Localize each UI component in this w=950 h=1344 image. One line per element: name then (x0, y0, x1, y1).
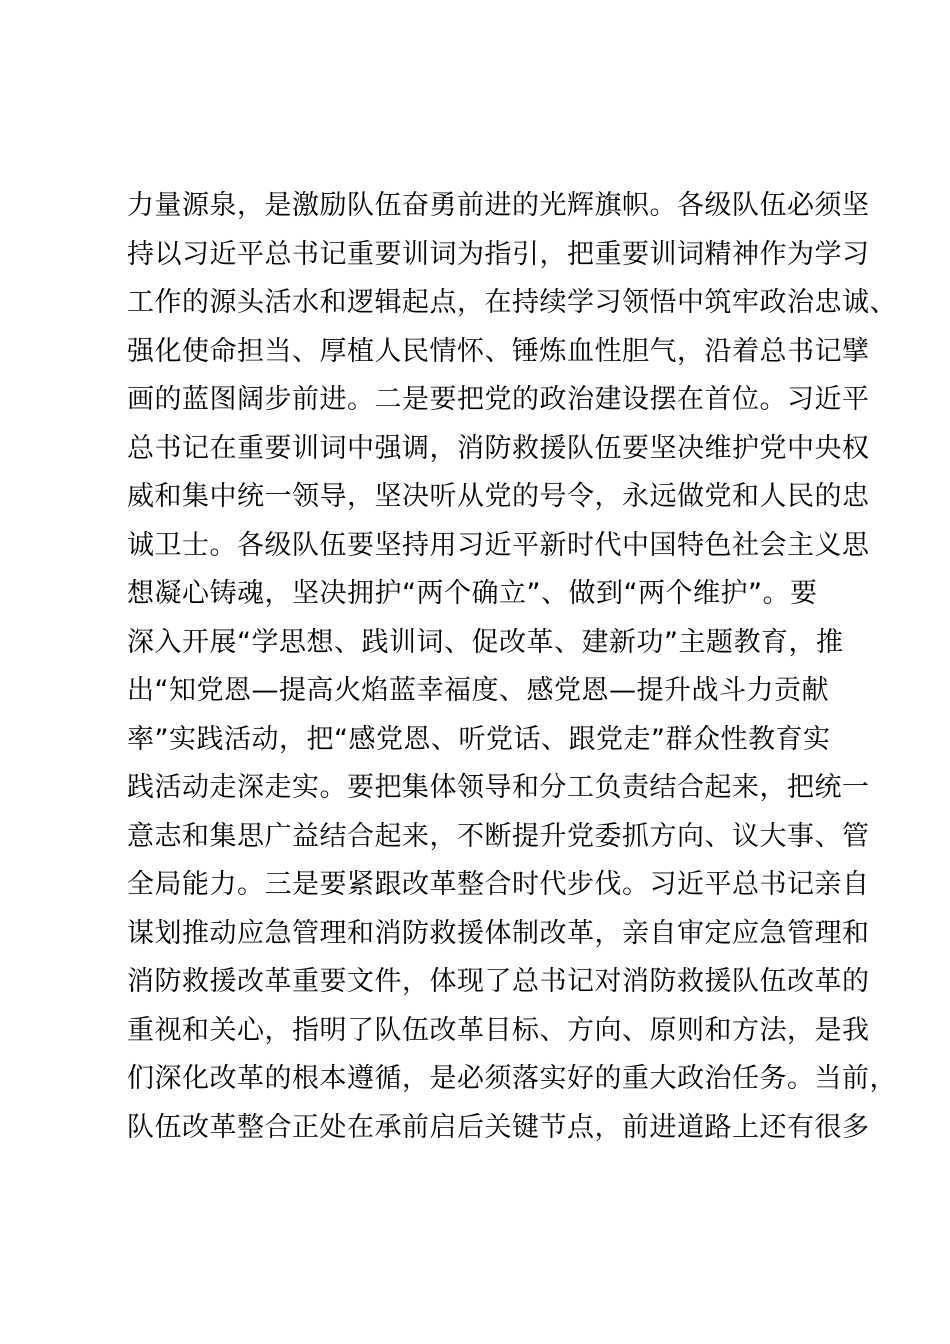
text-line: 消防救援改革重要文件，体现了总书记对消防救援队伍改革的 (127, 966, 870, 997)
text-line: 诚卫士。各级队伍要坚持用习近平新时代中国特色社会主义思 (127, 529, 870, 561)
text-line: 队伍改革整合正处在承前启后关键节点，前进道路上还有很多 (127, 1111, 870, 1143)
text-line: 重视和关心，指明了队伍改革目标、方向、原则和方法，是我 (127, 1014, 870, 1046)
text-line: 全局能力。三是要紧跟改革整合时代步伐。习近平总书记亲自 (127, 869, 870, 900)
text-line: 强化使命担当、厚植人民情怀、锤炼血性胆气，沿着总书记擘 (127, 335, 870, 367)
text-line: 力量源泉，是激励队伍奋勇前进的光辉旗帜。各级队伍必须坚 (127, 190, 870, 221)
text-line: 威和集中统一领导，坚决听从党的号令，永远做党和人民的忠 (127, 481, 870, 512)
text-line: 谋划推动应急管理和消防救援体制改革，亲自审定应急管理和 (127, 917, 870, 949)
text-line: 率”实践活动，把“感党恩、听党话、跟党走”群众性教育实 (127, 723, 831, 755)
text-line: 持以习近平总书记重要训词为指引，把重要训词精神作为学习 (127, 238, 870, 270)
text-line: 总书记在重要训词中强调，消防救援队伍要坚决维护党中央权 (127, 432, 870, 464)
text-line: 深入开展“学思想、践训词、促改革、建新功”主题教育，推 (127, 626, 844, 658)
text-line: 工作的源头活水和逻辑起点，在持续学习领悟中筑牢政治忠诚、 (127, 287, 897, 318)
text-line: 出“知党恩—提高火焰蓝幸福度、感党恩—提升战斗力贡献 (127, 675, 829, 706)
text-line: 画的蓝图阔步前进。二是要把党的政治建设摆在首位。习近平 (127, 384, 870, 415)
body-text (127, 182, 897, 1152)
text-line: 意志和集思广益结合起来，不断提升党委抓方向、议大事、管 (127, 820, 870, 852)
text-line: 们深化改革的根本遵循，是必须落实好的重大政治任务。当前， (127, 1063, 897, 1094)
text-line: 想凝心铸魂，坚决拥护“两个确立”、做到“两个维护”。要 (127, 578, 818, 609)
text-line: 践活动走深走实。要把集体领导和分工负责结合起来，把统一 (127, 772, 870, 803)
